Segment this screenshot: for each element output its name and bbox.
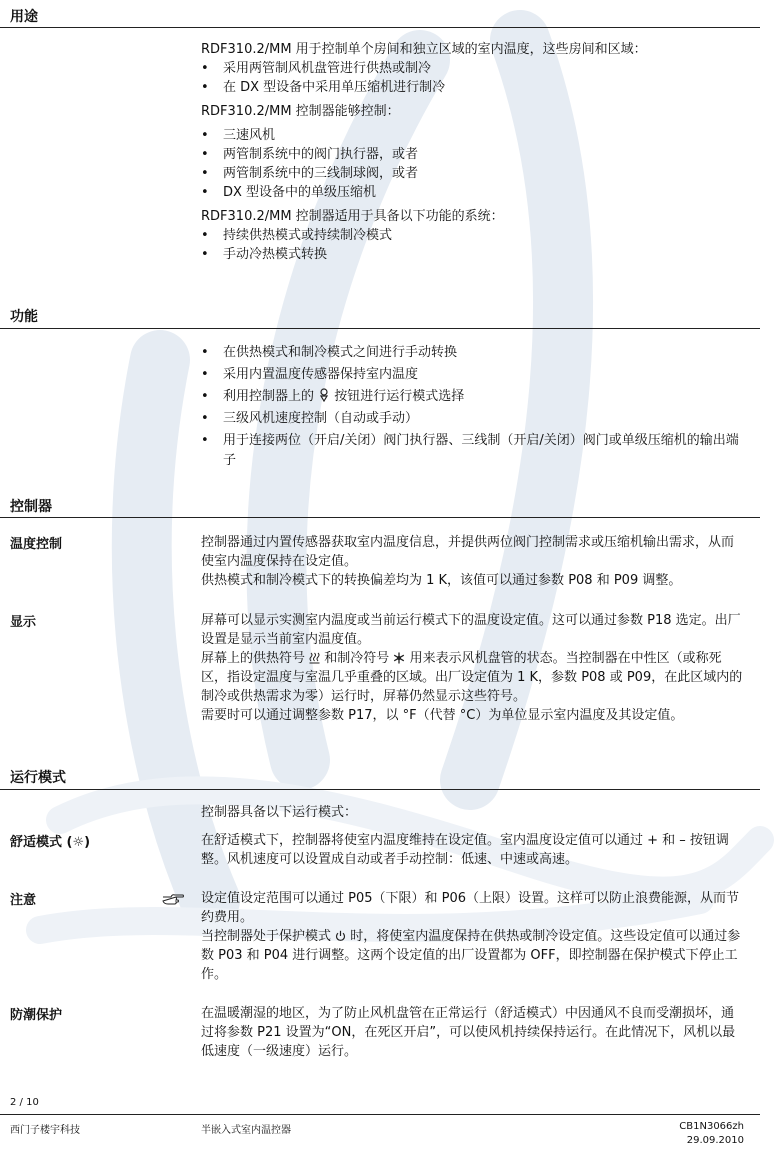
list-item: • 采用内置温度传感器保持室内温度 xyxy=(201,365,746,385)
paragraph: 需要时可以通过调整参数 P17，以 °F（代替 °C）为单位显示室内温度及其设定值。 xyxy=(201,708,684,723)
list-item: • 三级风机速度控制（自动或手动） xyxy=(201,409,746,429)
list-item xyxy=(201,387,746,407)
section-divider xyxy=(0,27,760,28)
section-heading-functions: 功能 xyxy=(10,309,38,325)
list-item: • 三速风机 xyxy=(201,126,746,145)
section-heading-usage: 用途 xyxy=(10,9,38,25)
footer-divider xyxy=(0,1114,760,1115)
label-temperature-control: 温度控制 xyxy=(10,537,63,552)
usage-list-3 xyxy=(201,226,746,264)
footer-date: 29.09.2010 xyxy=(686,1135,744,1146)
damp-protection-text xyxy=(201,1004,746,1061)
list-item: • 手动冷热模式转换 xyxy=(201,245,746,264)
display-text-b: 和制冷符号 xyxy=(324,651,390,666)
paragraph xyxy=(201,649,746,706)
page-number: 2 / 10 xyxy=(10,1097,39,1108)
function-text-post: 按钮进行运行模式选择 xyxy=(334,389,465,404)
functions-list xyxy=(201,343,746,471)
heating-symbol-icon xyxy=(309,652,320,664)
mode-button-icon xyxy=(318,388,330,402)
usage-intro-2: RDF310.2/MM 控制器能够控制： xyxy=(201,104,400,119)
standby-icon xyxy=(335,930,346,942)
note-text-b: 时，将使室内温度保持在供热或制冷设定值。这些设定值可以通过参数 P03 和 P04 进行调整。这两个设定值的出厂设置都为 OFF，即控制器在保护模式下停止工作。 xyxy=(201,929,741,982)
pointing-hand-icon xyxy=(162,893,184,905)
list-item: • 持续供热模式或持续制冷模式 xyxy=(201,226,746,245)
usage-intro-3: RDF310.2/MM 控制器适用于具备以下功能的系统： xyxy=(201,209,504,224)
usage-content xyxy=(201,40,746,264)
modes-intro: 控制器具备以下运行模式： xyxy=(201,805,358,820)
label-note: 注意 xyxy=(10,893,37,908)
comfort-mode-text xyxy=(201,831,746,869)
list-item: • 在 DX 型设备中采用单压缩机进行制冷 xyxy=(201,78,746,97)
label-comfort-mode: 舒适模式 (☼) xyxy=(10,835,91,850)
paragraph: 供热模式和制冷模式下的转换偏差均为 1 K，该值可以通过参数 P08 和 P09 调整。 xyxy=(201,573,682,588)
cooling-symbol-icon xyxy=(393,652,405,664)
section-heading-modes: 运行模式 xyxy=(10,770,66,786)
list-item: • 用于连接两位（开启/关闭）阀门执行器、三线制（开启/关闭）阀门或单级压缩机的输出端子 xyxy=(201,431,746,471)
paragraph: 在舒适模式下，控制器将使室内温度维持在设定值。室内温度设定值可以通过 + 和 – 按钮调整。风机速度可以设置成自动或者手动控制：低速、中速或高速。 xyxy=(201,833,729,867)
paragraph xyxy=(201,927,746,984)
temperature-control-text xyxy=(201,533,746,590)
paragraph: 设定值设定范围可以通过 P05（下限）和 P06（上限）设置。这样可以防止浪费能源，从而节约费用。 xyxy=(201,891,740,925)
usage-list-2 xyxy=(201,126,746,202)
display-text xyxy=(201,611,746,725)
footer-product: 半嵌入式室内温控器 xyxy=(201,1125,291,1136)
list-item: • 在供热模式和制冷模式之间进行手动转换 xyxy=(201,343,746,363)
list-item: • 两管制系统中的三线制球阀，或者 xyxy=(201,164,746,183)
footer-company: 西门子楼宇科技 xyxy=(10,1125,80,1136)
list-item: • DX 型设备中的单级压缩机 xyxy=(201,183,746,202)
footer-doc-code: CB1N3066zh xyxy=(679,1121,744,1132)
label-damp-protection: 防潮保护 xyxy=(10,1008,63,1023)
function-text-pre: 利用控制器上的 xyxy=(223,389,315,404)
list-item: • 采用两管制风机盘管进行供热或制冷 xyxy=(201,59,746,78)
functions-content xyxy=(201,343,746,471)
paragraph: 屏幕可以显示实测室内温度或当前运行模式下的温度设定值。这可以通过参数 P18 选定。出厂设置是显示当前室内温度值。 xyxy=(201,613,741,647)
note-text xyxy=(201,889,746,984)
display-text-a: 屏幕上的供热符号 xyxy=(201,651,306,666)
paragraph: 控制器通过内置传感器获取室内温度信息，并提供两位阀门控制需求或压缩机输出需求，从而使室内温度保持在设定值。 xyxy=(201,535,735,569)
display-text-c: 用来表示风机盘管的状态。当控制器在中性区（或称死区，指设定温度与室温几乎重叠的区域。出厂设定值为 1 K，参数 P08 或 P09，在此区域内的制冷或供热需求为零）运行时，屏幕仍然显示这些符号。 xyxy=(201,651,743,704)
list-item: • 两管制系统中的阀门执行器，或者 xyxy=(201,145,746,164)
usage-list-1 xyxy=(201,59,746,97)
usage-intro-1: RDF310.2/MM 用于控制单个房间和独立区域的室内温度，这些房间和区域： xyxy=(201,42,647,57)
label-display: 显示 xyxy=(10,615,37,630)
note-text-a: 当控制器处于保护模式 xyxy=(201,929,332,944)
section-heading-controller: 控制器 xyxy=(10,499,52,515)
section-divider xyxy=(0,328,760,329)
section-divider xyxy=(0,789,760,790)
section-divider xyxy=(0,517,760,518)
paragraph: 在温暖潮湿的地区，为了防止风机盘管在正常运行（舒适模式）中因通风不良而受潮损坏，通过将参数 P21 设置为“ON，在死区开启”，可以使风机持续保持运行。在此情况下，风机以最低速度（一级速度）运行。 xyxy=(201,1006,736,1059)
